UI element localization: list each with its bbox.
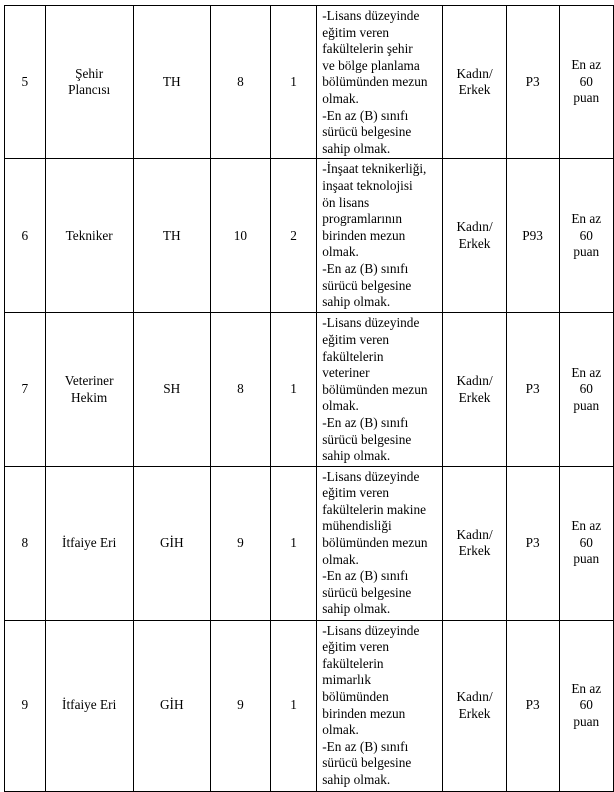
position-count: 1 — [270, 313, 316, 466]
position-count: 1 — [270, 6, 316, 159]
row-number: 7 — [5, 313, 46, 466]
kpss-type: P3 — [506, 6, 559, 159]
gender: Kadın/ Erkek — [443, 313, 506, 466]
position-count: 1 — [270, 620, 316, 791]
kpss-type: P3 — [506, 620, 559, 791]
position-grade: 8 — [210, 6, 270, 159]
min-score: En az 60 puan — [559, 6, 613, 159]
table-row — [5, 620, 614, 791]
position-class: TH — [133, 6, 210, 159]
requirements: -Lisans düzeyinde eğitim veren fakültelerin şehir ve bölge planlama bölümünden mezun olmak. -En az (B) sınıfı sürücü belgesine sahip olmak. — [317, 6, 443, 159]
position-class: TH — [133, 159, 210, 313]
min-score: En az 60 puan — [559, 159, 613, 313]
position-class: SH — [133, 313, 210, 466]
kpss-type: P3 — [506, 466, 559, 620]
gender: Kadın/ Erkek — [443, 466, 506, 620]
table-row — [5, 466, 614, 620]
position-grade: 8 — [210, 313, 270, 466]
min-score: En az 60 puan — [559, 466, 613, 620]
requirements: -İnşaat teknikerliği, inşaat teknolojisi ön lisans programlarının birinden mezun olmak. -En az (B) sınıfı sürücü belgesine sahip olmak. — [317, 159, 443, 313]
position-count: 1 — [270, 466, 316, 620]
position-title: Şehir Plancısı — [45, 6, 133, 159]
row-number: 9 — [5, 620, 46, 791]
requirements: -Lisans düzeyinde eğitim veren fakültelerin veteriner bölümünden mezun olmak. -En az (B) sınıfı sürücü belgesine sahip olmak. — [317, 313, 443, 466]
position-title: İtfaiye Eri — [45, 620, 133, 791]
row-number: 5 — [5, 6, 46, 159]
min-score: En az 60 puan — [559, 313, 613, 466]
position-class: GİH — [133, 466, 210, 620]
position-title: İtfaiye Eri — [45, 466, 133, 620]
row-number: 6 — [5, 159, 46, 313]
position-grade: 9 — [210, 466, 270, 620]
table-row — [5, 6, 614, 159]
gender: Kadın/ Erkek — [443, 620, 506, 791]
position-count: 2 — [270, 159, 316, 313]
position-grade: 10 — [210, 159, 270, 313]
requirements: -Lisans düzeyinde eğitim veren fakültelerin makine mühendisliği bölümünden mezun olmak. -En az (B) sınıfı sürücü belgesine sahip olmak. — [317, 466, 443, 620]
requirements: -Lisans düzeyinde eğitim veren fakültelerin mimarlık bölümünden birinden mezun olmak. -En az (B) sınıfı sürücü belgesine sahip olmak. — [317, 620, 443, 791]
position-title: Veteriner Hekim — [45, 313, 133, 466]
row-number: 8 — [5, 466, 46, 620]
position-class: GİH — [133, 620, 210, 791]
kpss-type: P3 — [506, 313, 559, 466]
table-row — [5, 159, 614, 313]
gender: Kadın/ Erkek — [443, 159, 506, 313]
gender: Kadın/ Erkek — [443, 6, 506, 159]
position-grade: 9 — [210, 620, 270, 791]
min-score: En az 60 puan — [559, 620, 613, 791]
table-row — [5, 313, 614, 466]
kpss-type: P93 — [506, 159, 559, 313]
position-title: Tekniker — [45, 159, 133, 313]
positions-table — [4, 5, 614, 792]
